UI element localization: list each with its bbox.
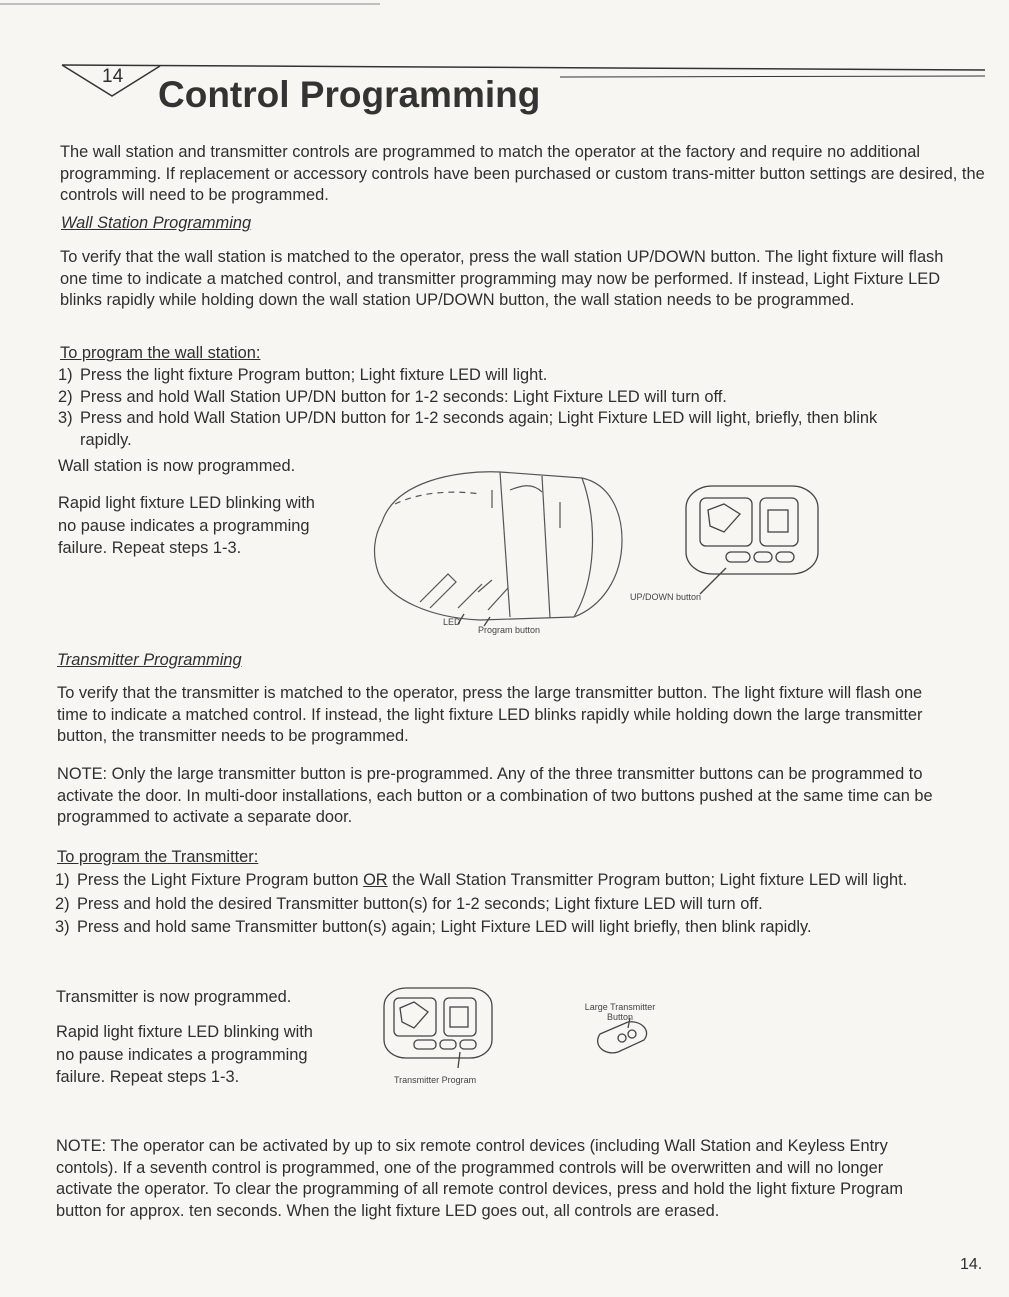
figure-label-large-transmitter-line1: Large Transmitter bbox=[584, 1002, 656, 1012]
figure-label-updown-button: UP/DOWN button bbox=[630, 592, 702, 602]
transmitter-done: Transmitter is now programmed. bbox=[56, 988, 292, 1006]
page-number: 14. bbox=[960, 1256, 983, 1273]
wall-station-steps bbox=[58, 365, 908, 451]
figure-label-transmitter-program: Transmitter Program bbox=[394, 1075, 477, 1085]
transmitter-figure bbox=[378, 982, 678, 1072]
figure-label-program-button: Program button bbox=[478, 625, 541, 635]
wall-station-verify: To verify that the wall station is matched to the operator, press the wall station UP/DOWN button. The light fixture will flash one time to indicate a matched control, and transmitter programming may now be performed. If instead, Light Fixture LED blinks rapidly while holding down the wall station UP/DOWN button, the wall station needs to be programmed. bbox=[60, 248, 944, 309]
transmitter-heading: Transmitter Programming bbox=[57, 651, 242, 669]
wall-station-heading: Wall Station Programming bbox=[61, 214, 252, 232]
wall-station-done: Wall station is now programmed. bbox=[58, 457, 296, 475]
transmitter-failure: Rapid light fixture LED blinking with no pause indicates a programming failure. Repeat steps 1-3. bbox=[56, 1023, 313, 1086]
list-item: 1) Press the Light Fixture Program button OR the Wall Station Transmitter Program button; Light fixture LED will light. bbox=[55, 871, 908, 889]
transmitter-verify: To verify that the transmitter is matched to the operator, press the large transmitter button. The light fixture will flash one time to indicate a matched control. If instead, the light fixture LED blinks rapidly while holding down the large transmitter button, the transmitter needs to be programmed. bbox=[57, 684, 923, 745]
transmitter-steps bbox=[55, 870, 980, 939]
figure-label-large-transmitter bbox=[570, 1002, 670, 1022]
transmitter-note: NOTE: Only the large transmitter button is pre-programmed. Any of the three transmitter buttons can be programmed to activate the door. In multi-door installations, each button or a combination of two buttons pushed at the same time can be programmed to activate a separate door. bbox=[57, 765, 933, 826]
figure-label-large-transmitter-line2: Button bbox=[606, 1012, 634, 1022]
wall-station-failure: Rapid light fixture LED blinking with no pause indicates a programming failure. Repeat steps 1-3. bbox=[58, 494, 315, 557]
figure-label-led: LED bbox=[443, 617, 461, 627]
intro-paragraph: The wall station and transmitter controls are programmed to match the operator at the factory and require no additional programming. If replacement or accessory controls have been purchased or custom trans-mitter button settings are desired, the controls will need to be programmed. bbox=[60, 143, 985, 204]
header bbox=[0, 0, 1009, 130]
list-item: 1) Press the light fixture Program button; Light fixture LED will light. bbox=[58, 366, 548, 384]
final-note: NOTE: The operator can be activated by up to six remote control devices (including Wall Station and Keyless Entry contols). If a seventh control is programmed, one of the programmed controls will be overwritten and will no longer activate the operator. To clear the programming of all remote control devices, press and hold the light fixture Program button for approx. ten seconds. When the light fixture LED goes out, all controls are erased. bbox=[56, 1137, 903, 1220]
transmitter-steps-heading: To program the Transmitter: bbox=[57, 848, 259, 866]
wall-station-steps-heading: To program the wall station: bbox=[60, 344, 261, 362]
list-item: 3) Press and hold Wall Station UP/DN button for 1-2 seconds again; Light Fixture LED will light, briefly, then blink rapidly. bbox=[58, 409, 878, 449]
light-fixture-figure bbox=[360, 462, 830, 642]
list-item: 2) Press and hold the desired Transmitter button(s) for 1-2 seconds; Light fixture LED will turn off. bbox=[55, 894, 763, 913]
list-item: 2) Press and hold Wall Station UP/DN button for 1-2 seconds: Light Fixture LED will turn off. bbox=[58, 387, 727, 406]
page-tab-number: 14 bbox=[102, 66, 124, 87]
page-title: Control Programming bbox=[158, 74, 541, 115]
list-item: 3) Press and hold same Transmitter button(s) again; Light Fixture LED will light briefly, then blink rapidly. bbox=[55, 918, 812, 936]
